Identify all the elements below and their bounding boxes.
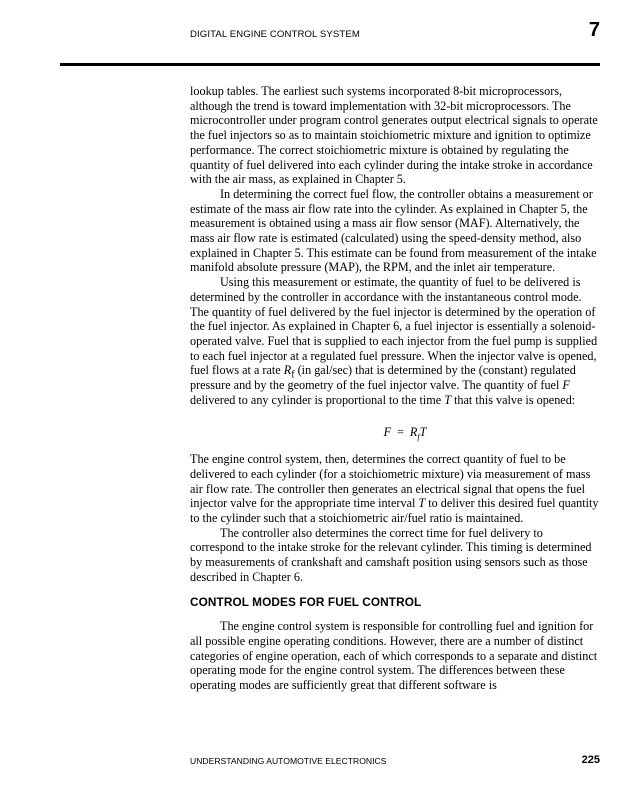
chapter-number: 7 <box>588 19 600 41</box>
paragraph-1: lookup tables. The earliest such systems incorporated 8-bit microprocessors, although the trend is toward implementation with 32-bit microprocessors. The microcontroller under program control generates output electrical signals to operate the fuel injectors so as to maintain stoichiometric mixture and ignition to optimize performance. The correct stoichiometric mixture is obtained by regulating the quantity of fuel delivered into each cylinder during the intake stroke in accordance with the air mass, as explained in Chapter 5. <box>190 84 598 187</box>
equation-rate: R <box>409 425 418 440</box>
paragraph-4-text-1: The engine control system, then, determines the correct quantity of fuel to be delivered to each cylinder (for a stoichiometric mixture) via measurement of mass air flow rate. The controller then generates an electrical signal that opens the fuel injector valve for the appropriate time interval <box>190 452 591 511</box>
paragraph-3-text-3: delivered to any cylinder is proportional to the time <box>190 392 445 407</box>
paragraph-4-text-2: to deliver this desired fuel quantity to the cylinder such that a stoichiometric air/fuel ratio is maintained. <box>190 496 599 525</box>
fuel-equation <box>190 425 600 440</box>
body-text <box>190 84 600 693</box>
equation-rate-subscript: f <box>417 432 420 442</box>
rate-variable: R <box>283 363 292 378</box>
running-header-title: DIGITAL ENGINE CONTROL SYSTEM <box>190 29 360 40</box>
paragraph-3-text-4: that this valve is opened: <box>450 392 576 407</box>
equation-operator: = <box>397 425 404 440</box>
equation-lhs: F <box>383 425 392 440</box>
time-variable-2: T <box>418 496 426 511</box>
rate-subscript: f <box>291 369 295 381</box>
section-heading: CONTROL MODES FOR FUEL CONTROL <box>190 594 422 609</box>
equation-time: T <box>419 425 427 440</box>
paragraph-3-text-2: (in gal/sec) that is determined by the (constant) regulated pressure and by the geometry of the fuel injector valve. The quantity of fuel <box>190 363 576 393</box>
fuel-variable: F <box>562 378 570 393</box>
paragraph-6: The engine control system is responsible for controlling fuel and ignition for all possible engine operating conditions. However, there are a number of distinct categories of engine operation, each of which corresponds to a separate and distinct operating mode for the engine control system. The differences between these operating modes are sufficiently great that different software is <box>190 619 598 693</box>
paragraph-2: In determining the correct fuel flow, the controller obtains a measurement or estimate of the mass air flow rate into the cylinder. As explained in Chapter 5, the measurement is obtained using a mass air flow sensor (MAF). Alternatively, the mass air flow rate is estimated (calculated) using the speed-density method, also explained in Chapter 5. This estimate can be found from measurement of the intake manifold absolute pressure (MAP), the RPM, and the inlet air temperature. <box>190 186 597 275</box>
time-variable: T <box>444 392 451 407</box>
header-rule <box>60 63 600 66</box>
paragraph-4 <box>190 452 600 526</box>
paragraph-3-text-1: Using this measurement or estimate, the quantity of fuel to be delivered is determined by the controller in accordance with the instantaneous control mode. The quantity of fuel delivered by the fuel injector is determined by the operation of the fuel injector. As explained in Chapter 6, a fuel injector is essentially a solenoid-operated valve. Fuel that is supplied to each injector from the fuel pump is supplied to each fuel injector at a regulated fuel pressure. When the injector valve is opened, fuel flows at a rate <box>190 275 598 378</box>
paragraph-5: The controller also determines the correct time for fuel delivery to correspond to the intake stroke for the relevant cylinder. This timing is determined by measurements of crankshaft and camshaft position using sensors such as those described in Chapter 6. <box>190 525 592 584</box>
page-number: 225 <box>581 754 600 766</box>
footer-book-title: UNDERSTANDING AUTOMOTIVE ELECTRONICS <box>190 756 387 766</box>
paragraph-3 <box>190 275 600 407</box>
